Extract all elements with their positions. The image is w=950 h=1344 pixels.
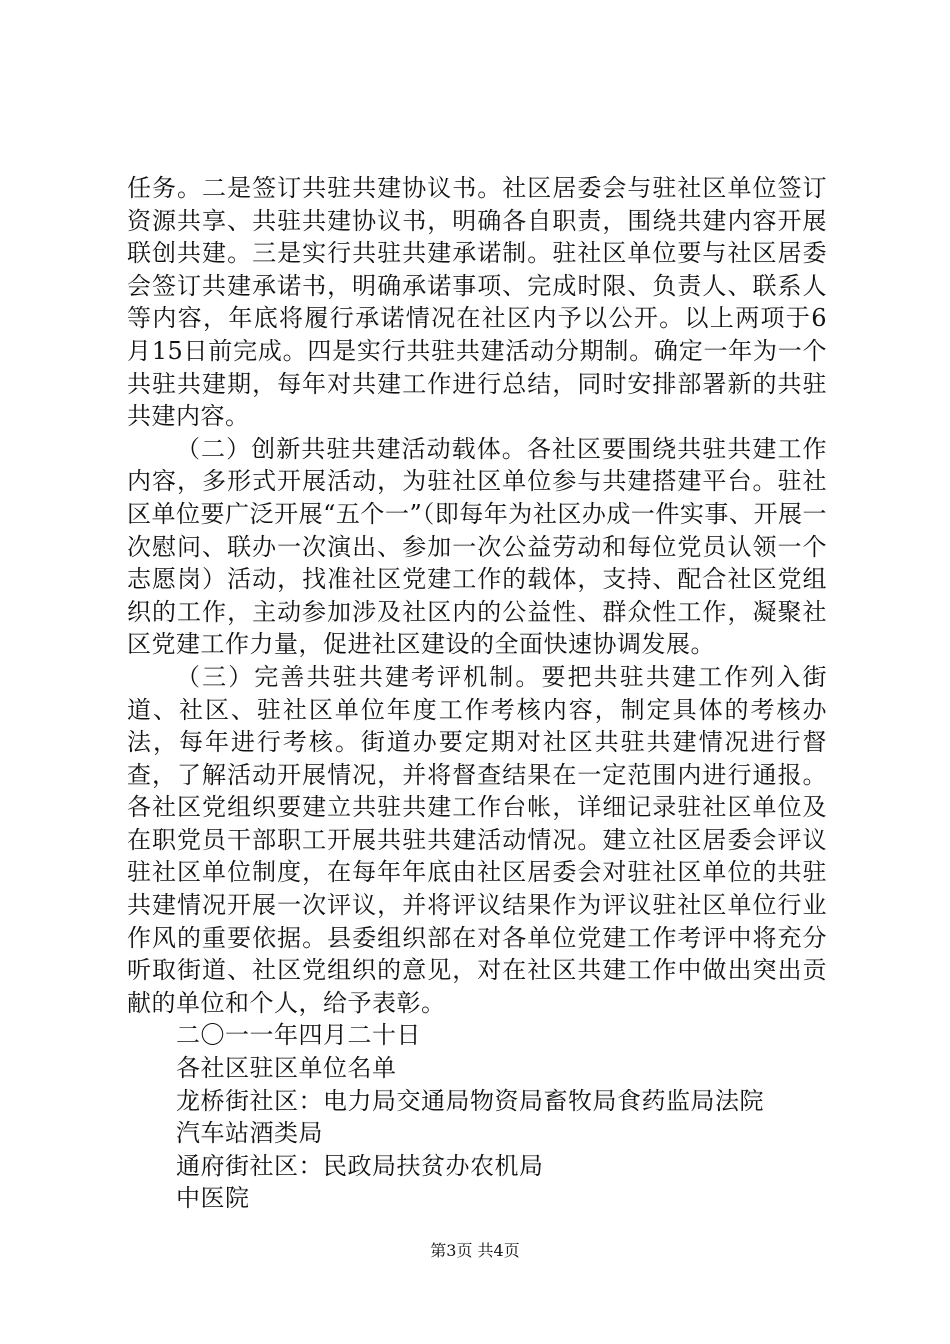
paragraph-section-two: （二）创新共驻共建活动载体。各社区要围绕共驻共建工作内容，多形式开展活动，为驻社区单位参与共建搭建平台。驻社区单位要广泛开展“五个一”（即每年为社区办成一件实事、开展一次慰问、联办一次演出、参加一次公益劳动和每位党员认领一个志愿岗）活动，找准社区党建工作的载体，支持、配合社区党组织的工作，主动参加涉及社区内的公益性、群众性工作，凝聚社区党建工作力量，促进社区建设的全面快速协调发展。 — [127, 434, 827, 659]
unit-list-line: 中医院 — [176, 1184, 250, 1213]
unit-list-line: 汽车站酒类局 — [176, 1119, 323, 1148]
page-number-footer: 第3页 共4页 — [430, 1241, 520, 1260]
unit-list-title: 各社区驻区单位名单 — [176, 1054, 397, 1083]
document-body — [127, 172, 827, 1215]
unit-list-line: 通府街社区：民政局扶贫办农机局 — [176, 1151, 544, 1180]
document-date: 二〇一一年四月二十日 — [176, 1021, 421, 1050]
paragraph-section-three: （三）完善共驻共建考评机制。要把共驻共建工作列入街道、社区、驻社区单位年度工作考核内容，制定具体的考核办法，每年进行考核。街道办要定期对社区共驻共建情况进行督查，了解活动开展情况，并将督查结果在一定范围内进行通报。各社区党组织要建立共驻共建工作台帐，详细记录驻社区单位及在职党员干部职工开展共驻共建活动情况。建立社区居委会评议驻社区单位制度，在每年年底由社区居委会对驻社区单位的共驻共建情况开展一次评议，并将评议结果作为评议驻社区单位行业作风的重要依据。县委组织部在对各单位党建工作考评中将充分听取街道、社区党组织的意见，对在社区共建工作中做出突出贡献的单位和个人，给予表彰。 — [127, 662, 827, 1017]
unit-list-line: 龙桥街社区：电力局交通局物资局畜牧局食药监局法院 — [176, 1086, 764, 1115]
paragraph-task-continuation: 任务。二是签订共驻共建协议书。社区居委会与驻社区单位签订资源共享、共驻共建协议书，明确各自职责，围绕共建内容开展联创共建。三是实行共驻共建承诺制。驻社区单位要与社区居委会签订共建承诺书，明确承诺事项、完成时限、负责人、联系人等内容，年底将履行承诺情况在社区内予以公开。以上两项于6月15日前完成。四是实行共驻共建活动分期制。确定一年为一个共驻共建期，每年对共建工作进行总结，同时安排部署新的共驻共建内容。 — [127, 174, 827, 431]
